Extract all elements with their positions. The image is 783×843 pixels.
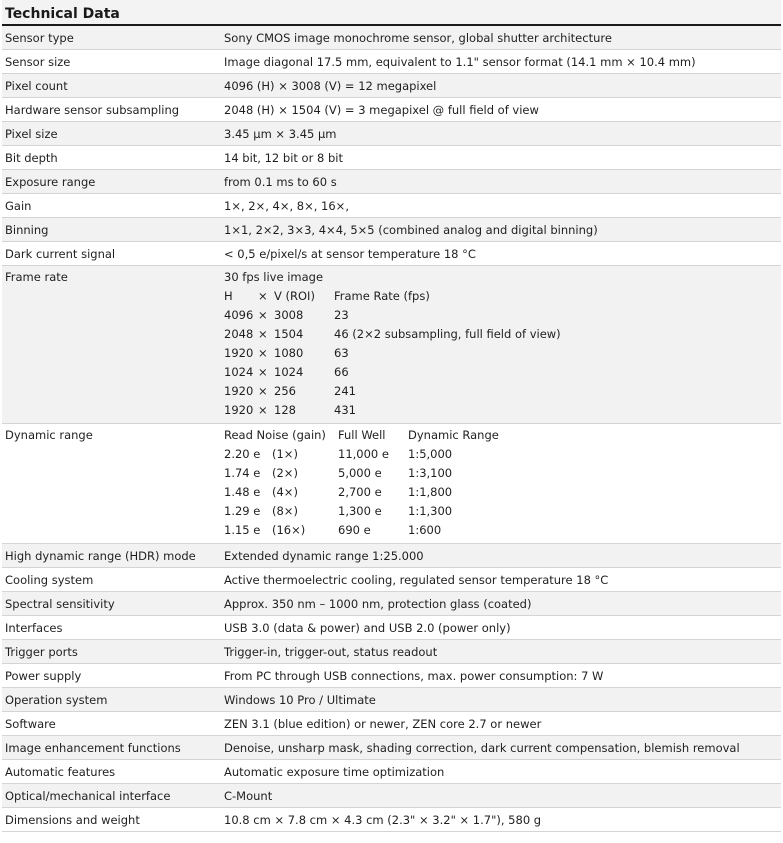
spec-row-frame-rate [2, 266, 781, 424]
spec-value: Windows 10 Pro / Ultimate [224, 693, 376, 707]
roi-fps: 46 (2×2 subsampling, full field of view) [334, 327, 561, 341]
spec-row-high-dynamic-range-hdr-mode [2, 544, 781, 568]
spec-table [2, 26, 781, 832]
spec-value: Sony CMOS image monochrome sensor, global shutter architecture [224, 31, 612, 45]
dynamic-range-value: 1:3,100 [408, 466, 453, 480]
spec-value: Extended dynamic range 1:25.000 [224, 549, 424, 563]
spec-value: 10.8 cm × 7.8 cm × 4.3 cm (2.3" × 3.2" × 1.7"), 580 g [224, 813, 542, 827]
spec-label: High dynamic range (HDR) mode [5, 549, 196, 563]
spec-value: 2048 (H) × 1504 (V) = 3 megapixel @ full field of view [224, 103, 539, 117]
spec-row-spectral-sensitivity [2, 592, 781, 616]
read-noise: 1.29 e [224, 504, 261, 518]
roi-h: 1920 [224, 346, 254, 360]
spec-label: Sensor type [5, 31, 74, 45]
spec-value: 1×1, 2×2, 3×3, 4×4, 5×5 (combined analog and digital binning) [224, 223, 598, 237]
roi-h: 1920 [224, 403, 254, 417]
roi-x: × [258, 384, 268, 398]
spec-label: Automatic features [5, 765, 116, 779]
dynamic-range-row [224, 464, 781, 483]
col-header-dynamic-range: Dynamic Range [408, 428, 499, 442]
full-well: 1,300 e [338, 504, 382, 518]
spec-row-software [2, 712, 781, 736]
gain: (16×) [272, 523, 306, 537]
roi-fps: 431 [334, 403, 356, 417]
dynamic-range-table [224, 426, 781, 540]
spec-row-pixel-count [2, 74, 781, 98]
dynamic-range-row [224, 445, 781, 464]
read-noise: 1.48 e [224, 485, 261, 499]
roi-x: × [258, 365, 268, 379]
spec-row-dark-current-signal [2, 242, 781, 266]
dynamic-range-row [224, 521, 781, 540]
spec-row-operation-system [2, 688, 781, 712]
frame-rate-intro: 30 fps live image [224, 270, 324, 284]
spec-label: Sensor size [5, 55, 71, 69]
spec-label: Operation system [5, 693, 108, 707]
spec-row-hardware-sensor-subsampling [2, 98, 781, 122]
spec-label: Interfaces [5, 621, 63, 635]
spec-value: From PC through USB connections, max. power consumption: 7 W [224, 669, 604, 683]
frame-rate-header [224, 287, 781, 306]
spec-row-bit-depth [2, 146, 781, 170]
spec-value: from 0.1 ms to 60 s [224, 175, 337, 189]
roi-h: 4096 [224, 308, 254, 322]
frame-rate-row [224, 401, 781, 420]
spec-value: Denoise, unsharp mask, shading correction, dark current compensation, blemish removal [224, 741, 740, 755]
gain: (2×) [272, 466, 298, 480]
spec-value: 3.45 µm × 3.45 µm [224, 127, 337, 141]
spec-value: Trigger-in, trigger-out, status readout [224, 645, 438, 659]
full-well: 11,000 e [338, 447, 389, 461]
full-well: 690 e [338, 523, 371, 537]
roi-v: 1024 [274, 365, 304, 379]
spec-label: Trigger ports [5, 645, 78, 659]
spec-value: ZEN 3.1 (blue edition) or newer, ZEN core 2.7 or newer [224, 717, 542, 731]
full-well: 2,700 e [338, 485, 382, 499]
roi-x: × [258, 346, 268, 360]
spec-value: < 0,5 e/pixel/s at sensor temperature 18 °C [224, 247, 476, 261]
spec-row-gain [2, 194, 781, 218]
spec-label: Frame rate [5, 270, 68, 284]
col-header-read-noise: Read Noise (gain) [224, 428, 326, 442]
spec-row-image-enhancement-functions [2, 736, 781, 760]
spec-row-interfaces [2, 616, 781, 640]
read-noise: 1.15 e [224, 523, 261, 537]
spec-value: 4096 (H) × 3008 (V) = 12 megapixel [224, 79, 437, 93]
frame-rate-row [224, 344, 781, 363]
gain: (1×) [272, 447, 298, 461]
spec-label: Optical/mechanical interface [5, 789, 171, 803]
spec-label: Binning [5, 223, 49, 237]
read-noise: 1.74 e [224, 466, 261, 480]
roi-x: × [258, 403, 268, 417]
col-header-fps: Frame Rate (fps) [334, 289, 430, 303]
technical-data-sheet [2, 0, 781, 832]
roi-fps: 23 [334, 308, 349, 322]
dynamic-range-value: 1:5,000 [408, 447, 453, 461]
dynamic-range-row [224, 483, 781, 502]
spec-row-binning [2, 218, 781, 242]
roi-h: 2048 [224, 327, 254, 341]
roi-fps: 66 [334, 365, 349, 379]
roi-h: 1024 [224, 365, 254, 379]
frame-rate-table [224, 268, 781, 420]
spec-label: Cooling system [5, 573, 94, 587]
dynamic-range-value: 1:1,800 [408, 485, 453, 499]
dynamic-range-row [224, 502, 781, 521]
gain: (8×) [272, 504, 298, 518]
roi-v: 256 [274, 384, 296, 398]
spec-label: Power supply [5, 669, 82, 683]
spec-value: USB 3.0 (data & power) and USB 2.0 (power only) [224, 621, 511, 635]
roi-h: 1920 [224, 384, 254, 398]
dynamic-range-value: 1:1,300 [408, 504, 453, 518]
spec-label: Hardware sensor subsampling [5, 103, 180, 117]
roi-x: × [258, 308, 268, 322]
spec-value: C-Mount [224, 789, 273, 803]
spec-row-automatic-features [2, 760, 781, 784]
roi-x: × [258, 327, 268, 341]
spec-row-dimensions-and-weight [2, 808, 781, 832]
spec-row-optical-mechanical-interface [2, 784, 781, 808]
spec-value: Approx. 350 nm – 1000 nm, protection glass (coated) [224, 597, 532, 611]
spec-label: Dynamic range [5, 428, 93, 442]
spec-label: Gain [5, 199, 32, 213]
spec-label: Bit depth [5, 151, 58, 165]
spec-row-exposure-range [2, 170, 781, 194]
roi-fps: 63 [334, 346, 349, 360]
spec-row-sensor-size [2, 50, 781, 74]
spec-label: Dimensions and weight [5, 813, 140, 827]
spec-row-power-supply [2, 664, 781, 688]
spec-label: Exposure range [5, 175, 96, 189]
spec-label: Image enhancement functions [5, 741, 181, 755]
section-title: Technical Data [2, 0, 781, 26]
spec-value: Image diagonal 17.5 mm, equivalent to 1.1" sensor format (14.1 mm × 10.4 mm) [224, 55, 696, 69]
spec-value: 14 bit, 12 bit or 8 bit [224, 151, 343, 165]
frame-rate-row [224, 306, 781, 325]
dynamic-range-header [224, 426, 781, 445]
spec-row-cooling-system [2, 568, 781, 592]
read-noise: 2.20 e [224, 447, 261, 461]
spec-label: Dark current signal [5, 247, 116, 261]
spec-label: Pixel count [5, 79, 68, 93]
roi-v: 1504 [274, 327, 304, 341]
col-header-v: V (ROI) [274, 289, 315, 303]
frame-rate-row [224, 325, 781, 344]
frame-rate-row [224, 363, 781, 382]
spec-row-pixel-size [2, 122, 781, 146]
spec-row-trigger-ports [2, 640, 781, 664]
roi-v: 1080 [274, 346, 304, 360]
frame-rate-row [224, 382, 781, 401]
spec-label: Spectral sensitivity [5, 597, 115, 611]
roi-fps: 241 [334, 384, 356, 398]
spec-row-sensor-type [2, 26, 781, 50]
col-header-x: × [258, 289, 268, 303]
spec-row-dynamic-range [2, 424, 781, 544]
spec-label: Pixel size [5, 127, 58, 141]
gain: (4×) [272, 485, 298, 499]
roi-v: 128 [274, 403, 296, 417]
dynamic-range-value: 1:600 [408, 523, 442, 537]
full-well: 5,000 e [338, 466, 382, 480]
spec-value: Automatic exposure time optimization [224, 765, 445, 779]
roi-v: 3008 [274, 308, 304, 322]
spec-value: Active thermoelectric cooling, regulated sensor temperature 18 °C [224, 573, 609, 587]
col-header-full-well: Full Well [338, 428, 386, 442]
spec-label: Software [5, 717, 56, 731]
spec-value: 1×, 2×, 4×, 8×, 16×, [224, 199, 349, 213]
col-header-h: H [224, 289, 233, 303]
